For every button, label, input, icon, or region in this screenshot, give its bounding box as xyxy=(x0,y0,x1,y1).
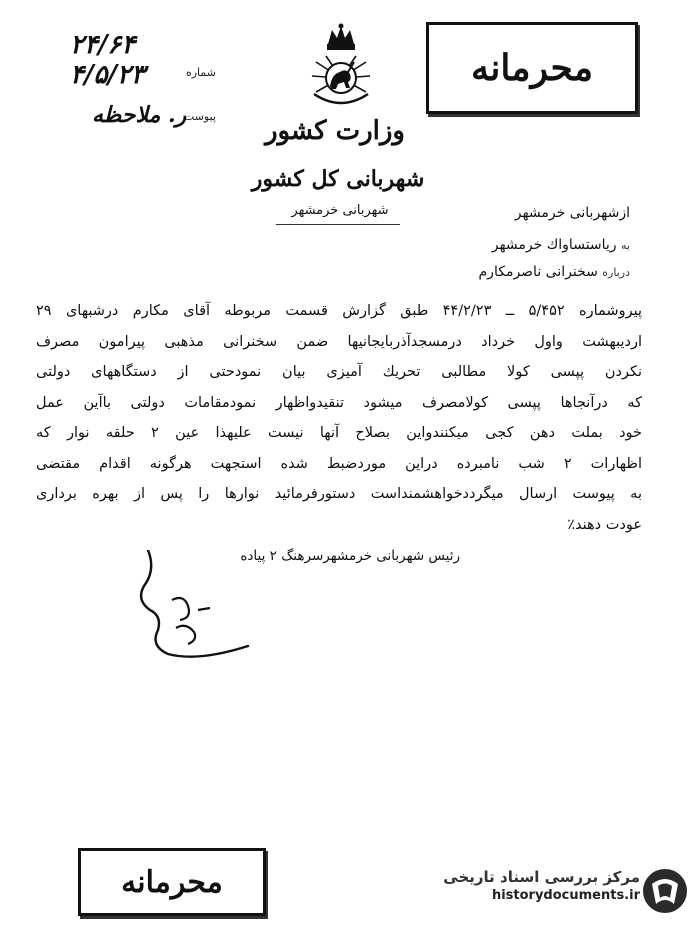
archive-logo-icon xyxy=(640,866,690,916)
to-value: ریاستساواك خرمشهر xyxy=(491,237,617,253)
attachment-label: پیوست xyxy=(183,110,216,123)
watermark-url: historydocuments.ir xyxy=(491,888,640,903)
to-label: به xyxy=(621,239,630,252)
handwritten-signature-icon xyxy=(128,550,268,670)
confidential-stamp-top xyxy=(426,22,638,114)
imperial-emblem-icon xyxy=(302,22,380,108)
office-heading: شهربانی خرمشهر xyxy=(291,203,389,218)
source-watermark xyxy=(414,868,640,903)
body-line: که درآنجاها پپسی کولامصرف میشود تنقیدواظهار نمودمقامات دولتی باآین عمل xyxy=(36,394,642,411)
body-line: عودت دهند٪ xyxy=(567,516,642,533)
body-line: پیروشماره ۵/۴۵۲ ــ ۴۴/۲/۲۳ طبق گزارش قسمت مربوطه آقای مکارم درشبهای ۲۹ xyxy=(36,303,642,319)
watermark-title: مرکز بررسی اسناد تاریخی xyxy=(443,868,640,886)
confidential-stamp-bottom-text: محرمانه xyxy=(121,864,223,900)
body-line: خود بملت دهن کجی میکنندواین بصلاح آنها نیست علیهذا عین ۲ حلقه نوار که xyxy=(36,425,643,441)
number-label: شماره xyxy=(185,66,216,79)
subject-label: درباره xyxy=(602,266,630,279)
subject-value: سخنرانی ناصرمکارم xyxy=(478,264,598,280)
subject-line xyxy=(360,264,630,280)
body-line: به پیوست ارسال میگرددخواهشمنداست دستورفرمائید نوارها را پس از بهره برداری xyxy=(36,486,642,502)
ministry-heading: وزارت کشور xyxy=(265,116,405,146)
confidential-stamp-top-text: محرمانه xyxy=(471,47,593,89)
confidential-stamp-bottom xyxy=(78,848,266,916)
handwritten-note: ر. ملاحظه xyxy=(92,102,187,128)
to-line xyxy=(380,237,630,253)
body-line: اردیبهشت واول خرداد درمسجدآذربایجانیها ضمن سخنرانی مذهبی پیرامون مصرف xyxy=(36,333,642,350)
office-underline xyxy=(276,224,400,225)
handwritten-number-1: ۲۴/۶۴ xyxy=(70,30,136,60)
signatory-title: رئیس شهربانی خرمشهرسرهنگ ۲ پیاده xyxy=(240,548,460,564)
body-line: نکردن پپسی کولا مطالبی تحریك آمیزی بیان نمودحتی از دستگاههای دولتی xyxy=(36,364,642,380)
body-line: اظهارات ۲ شب نامبرده دراین موردضبط شده استجهت هرگونه اقدام مقتضی xyxy=(36,455,642,472)
general-governorate-heading: شهربانی کل کشور xyxy=(251,166,425,192)
letter-body xyxy=(36,296,642,540)
handwritten-number-2: ۴/۵/۲۳ xyxy=(70,60,145,90)
from-line: ازشهربانی خرمشهر xyxy=(514,205,630,221)
